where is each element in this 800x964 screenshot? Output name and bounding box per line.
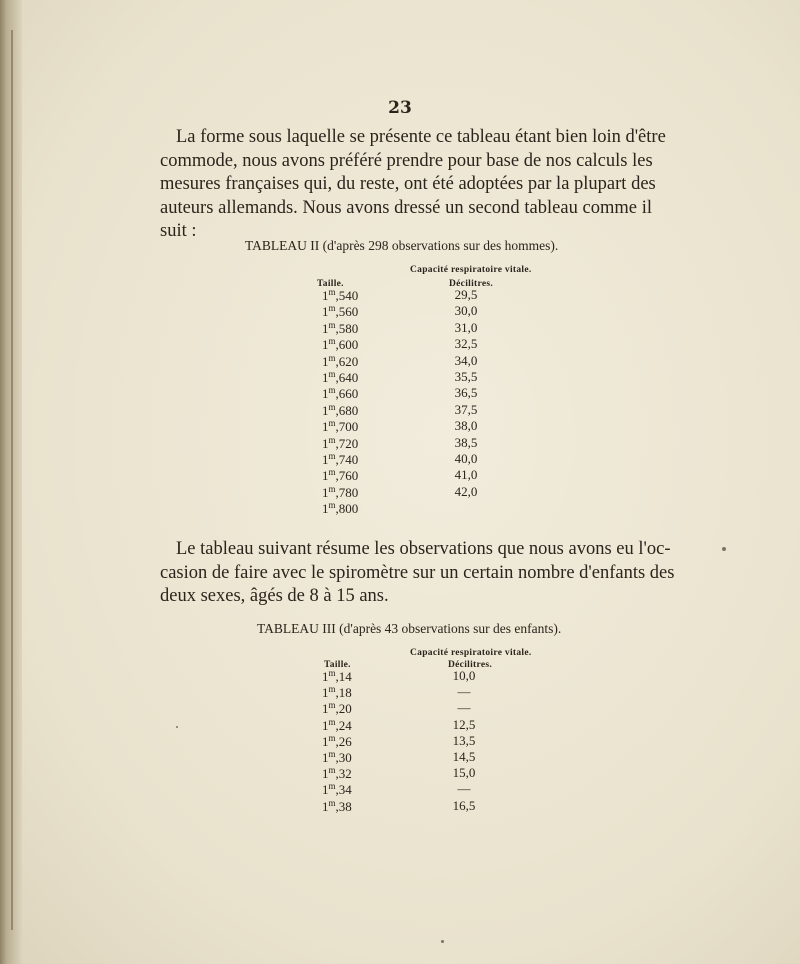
capacity-cell: 38,5 xyxy=(454,434,478,450)
ink-speck xyxy=(176,726,178,728)
table-3-caption: TABLEAU III (d'après 43 observations sur des enfants). xyxy=(257,621,562,636)
capacity-cell: 10,0 xyxy=(452,668,476,683)
height-cell: 1$^m$,540 xyxy=(322,287,359,303)
capacity-cell: 40,0 xyxy=(454,451,478,466)
capacity-cell: 14,5 xyxy=(452,749,476,764)
page-number: 23 xyxy=(388,98,412,118)
paragraph-line: mesures françaises qui, du reste, ont été adoptées par la plupart des xyxy=(160,174,656,194)
capacity-cell: 16,5 xyxy=(452,797,476,813)
table-3-unit-header: Décilitres. xyxy=(448,660,493,670)
height-cell: 1$^m$,20 xyxy=(322,700,352,717)
height-cell: 1$^m$,780 xyxy=(322,483,359,500)
height-cell: 1$^m$,800 xyxy=(322,500,359,517)
capacity-cell: 42,0 xyxy=(454,483,478,499)
height-cell: 1$^m$,720 xyxy=(322,434,359,451)
height-cell: 1$^m$,660 xyxy=(322,385,359,402)
height-cell: 1$^m$,700 xyxy=(322,418,359,435)
capacity-cell: — xyxy=(457,781,471,797)
height-cell: 1$^m$,740 xyxy=(322,451,359,467)
height-cell: 1$^m$,18 xyxy=(322,684,352,701)
height-cell: 1$^m$,760 xyxy=(322,467,359,484)
capacity-cell: 29,5 xyxy=(454,287,478,302)
capacity-cell: 38,0 xyxy=(454,418,478,434)
height-cell: 1$^m$,26 xyxy=(322,732,352,749)
capacity-cell: 37,5 xyxy=(454,401,478,417)
table-3-capacity-header: Capacité respiratoire vitale. xyxy=(410,648,532,658)
height-cell: 1$^m$,14 xyxy=(322,668,352,684)
height-cell: 1$^m$,24 xyxy=(322,716,352,733)
table-2-unit-header: Décilitres. xyxy=(449,279,494,289)
capacity-cell: 34,0 xyxy=(454,352,478,368)
capacity-cell: 35,5 xyxy=(454,369,478,384)
paragraph-line: deux sexes, âgés de 8 à 15 ans. xyxy=(160,586,389,606)
height-cell: 1$^m$,32 xyxy=(322,765,352,782)
paragraph-line: suit : xyxy=(160,221,197,241)
table-3-height-header: Taille. xyxy=(324,660,351,670)
capacity-cell: 36,5 xyxy=(454,385,478,401)
height-cell: 1$^m$,38 xyxy=(322,797,352,814)
capacity-cell: 30,0 xyxy=(454,303,478,319)
paragraph-line: Le tableau suivant résume les observations que nous avons eu l'oc- xyxy=(176,539,671,559)
capacity-cell: 12,5 xyxy=(452,716,476,732)
table-2-height-header: Taille. xyxy=(317,279,344,289)
height-cell: 1$^m$,620 xyxy=(322,352,359,369)
second-paragraph xyxy=(160,538,675,609)
height-cell: 1$^m$,30 xyxy=(322,749,352,765)
ink-speck xyxy=(441,940,444,943)
height-cell: 1$^m$,560 xyxy=(322,303,359,320)
capacity-cell: 41,0 xyxy=(454,467,478,483)
paragraph-line: casion de faire avec le spiromètre sur un certain nombre d'enfants des xyxy=(160,562,675,583)
paragraph-line: auteurs allemands. Nous avons dressé un second tableau comme il xyxy=(160,197,652,218)
height-cell: 1$^m$,580 xyxy=(322,319,359,336)
capacity-cell: — xyxy=(457,684,471,700)
capacity-cell: 13,5 xyxy=(452,732,476,748)
spine-binding-line xyxy=(11,30,13,930)
capacity-cell: 32,5 xyxy=(454,336,478,352)
height-cell: 1$^m$,640 xyxy=(322,369,359,385)
capacity-cell: 15,0 xyxy=(452,765,476,781)
paragraph-line: commode, nous avons préféré prendre pour base de nos calculs les xyxy=(160,150,653,171)
capacity-cell: — xyxy=(457,700,471,716)
table-2-capacity-header: Capacité respiratoire vitale. xyxy=(410,265,532,275)
intro-paragraph xyxy=(160,126,666,244)
height-cell: 1$^m$,680 xyxy=(322,401,359,418)
ink-speck xyxy=(722,547,726,551)
table-2-caption: TABLEAU II (d'après 298 observations sur des hommes). xyxy=(245,238,559,253)
height-cell: 1$^m$,600 xyxy=(322,336,359,353)
paragraph-line: La forme sous laquelle se présente ce tableau étant bien loin d'être xyxy=(176,127,666,147)
capacity-cell: 31,0 xyxy=(454,319,478,335)
height-cell: 1$^m$,34 xyxy=(322,781,352,798)
